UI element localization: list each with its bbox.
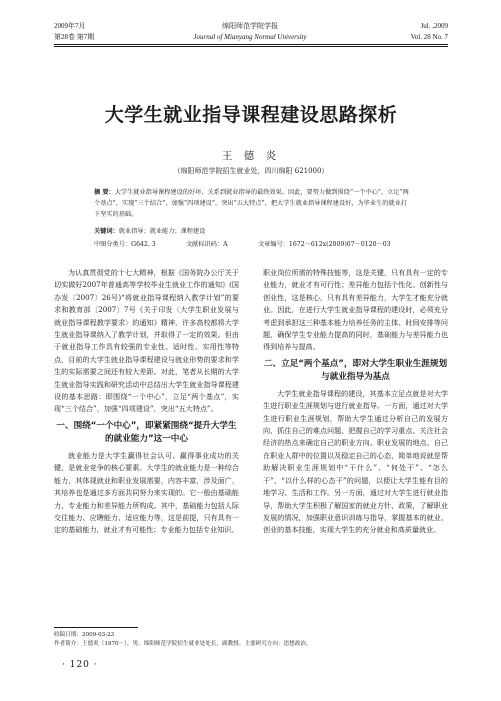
header-rule-top (54, 44, 448, 45)
keywords-label: 关键词： (94, 228, 119, 235)
author-name: 王 德 炎 (221, 150, 281, 162)
paragraph-continued: 职业岗位所需的特殊技能等，这是关键，只有具有一定的专业能力，就业才有可行性；差异能力包括个性化、创新性与创业性，这是核心，只有具有差异能力，大学生才能充分就业。因此，在进行大学生就业指导课程的建设时，必须充分考虑到承担这三种基本能力培养任务的主体、时间安排等问题，确保学生专业能力提高的同时，基础能力与差异能力也得到培养与提高。 (263, 268, 448, 352)
keywords (94, 226, 412, 237)
footnote-rule (54, 627, 138, 628)
body-column-right (263, 267, 448, 537)
clc-number: 中图分类号：G642. 3 (94, 241, 156, 248)
author-affiliation: （绵阳师范学院招生就业处，四川绵阳 621000） (173, 167, 329, 175)
header-date-en: Jul. ,2009 (420, 22, 448, 30)
header-date: 2009年7月 (54, 22, 86, 30)
section-heading-2: 二、立足“两个基点”，即对大学生职业生涯规划与就业指导为基点 (263, 358, 448, 382)
paragraph-section-2: 大学生就业指导课程的建设，其基本立足点就是对大学生进行职业生涯规划与进行就业指导。一方面，通过对大学生进行职业生涯规划，帮助大学生通过分析自己的发展方向、抓住自己的难点问题、把握自己的学习重点、关注社会经济的热点来确定自己的职业方向、职业发展的地点、自己在职业人群中的位置以及稳定自己的心态，简单地说就是帮助解决职业生涯规划中“干什么”、“何处干”、“怎么干”、“以什么样的心态干”的问题，以便让大学生能有目的地学习、生活和工作。另一方面，通过对大学生进行就业指导，帮助大学生积极了解国家的就业方针、政策，了解职业发展的情况，加强职业意识训练与指导，掌握基本的就业、创业的基本技能，实现大学生的充分就业和高质量就业。 (263, 388, 448, 535)
header-rule-bottom (54, 46, 448, 47)
paragraph-section-1: 就业能力是大学生赢得社会认可、赢得事业成功的关键，是就业竞争的核心要素。大学生的就业能力是一种综合能力，其体现就业和职业发展需要，内容丰富，涉及面广，其培养也是通过多方面共同努力来实现的。它一般由基础能力、专业能力和差异能力所构成。其中，基础能力包括人际交往能力、应聘能力、适应能力等，这是前提，只有具有一定的基础能力，就业才有可能性；专业能力包括专业知识、 (54, 450, 239, 535)
abstract-text: 大学生就业指导课程建设的好坏，关系到就业指导的最终效果。因此，要努力做到围绕“一个中心”，立足“两个基点”，实现“三个结合”，加强“四项建设”，突出“五大特点”，把大学生就业指导课程建设好，为毕业生的就业打下坚实的基础。 (94, 189, 409, 218)
abstract-label: 摘 要： (94, 189, 115, 196)
header-volume-en: Vol. 28 No. 7 (410, 33, 448, 41)
header-journal-en: Journal of Mianyang Normal University (193, 33, 307, 41)
footnote-received: 收稿日期：2009-03-23 (54, 632, 115, 638)
keywords-text: 就业指导；就业能力；课程建设 (118, 228, 206, 235)
classification-row (94, 239, 412, 248)
article-number: 文章编号：1672－612x(2009)07－0120－03 (258, 241, 391, 248)
abstract (94, 187, 412, 220)
header-volume: 第28卷 第7期 (54, 33, 95, 41)
body-column-left (54, 267, 239, 537)
footnote-author-bio: 作者简介：王德炎（1970－），男，绵阳师范学院招生就业处处长，副教授。主要研究方向：思想政治。 (54, 641, 312, 647)
document-code: 文献标识码：A (186, 241, 228, 248)
header-journal-cn: 绵阳师范学院学报 (222, 22, 278, 30)
paragraph-intro: 为认真贯彻党的十七大精神，根据《国务院办公厅关于切实做好2007年普通高等学校毕业生就业工作的通知》(国办发〔2007〕26号)“将就业指导课程纳入教学计划”的要求和教育部〔2007〕7号《关于印发〈大学生职业发展与就业指导课程教学要求〉的通知》精神，许多高校都将大学生就业指导课纳入了教学计划，并取得了一定的效果。但由于就业指导工作具有较强的专业性、适时性、实用性等特点，目前的大学生就业指导课程建设与就业形势的要求和学生的实际需要之间还有较大差距。对此，笔者从长期的大学生就业指导实践和研究活动中总结出大学生就业指导课程建设的基本思路：即围绕“一个中心”，立足“两个基点”，实现“三个结合”，加强“四项建设”，突出“五大特点”。 (54, 268, 239, 414)
article-title: 大学生就业指导课程建设思路探析 (104, 104, 398, 126)
page-number: · 120 · (62, 660, 98, 670)
section-heading-1: 一、围绕“一个中心”，即紧紧围绕“提升大学生的就业能力”这一中心 (56, 420, 237, 444)
